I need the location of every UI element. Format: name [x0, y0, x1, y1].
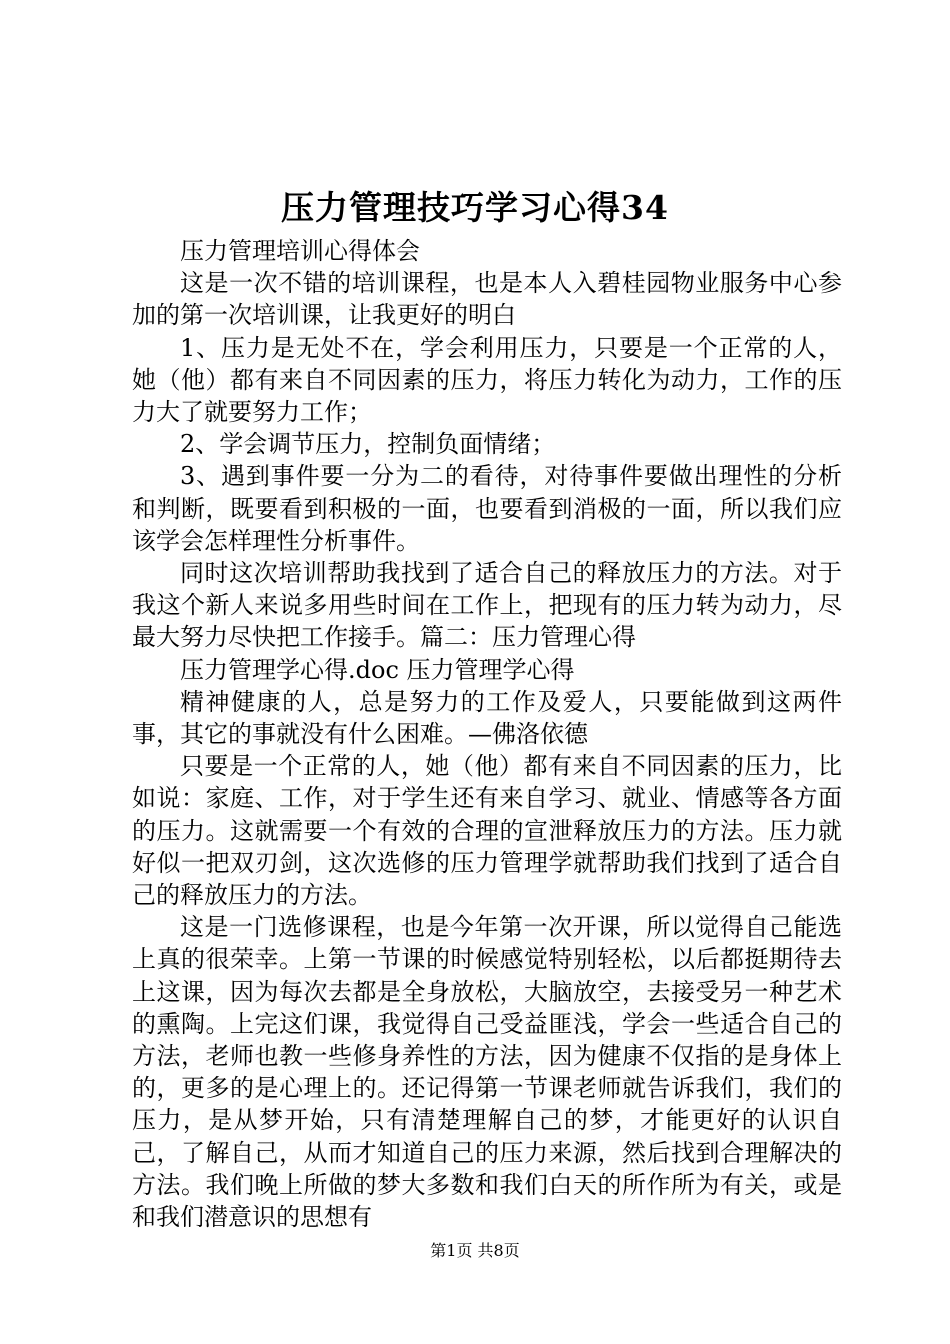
paragraph-10: 这是一门选修课程，也是今年第一次开课，所以觉得自己能选上真的很荣幸。上第一节课的时候感觉特别轻松，以后都挺期待去上这课，因为每次去都是全身放松，大脑放空，去接受另一种艺术的熏陶。上完这们课，我觉得自己受益匪浅，学会一些适合自己的方法，老师也教一些修身养性的方法，因为健康不仅指的是身体上的，更多的是心理上的。还记得第一节课老师就告诉我们，我们的压力，是从梦开始，只有清楚理解自己的梦，才能更好的认识自己，了解自己，从而才知道自己的压力来源，然后找到合理解决的方法。我们晚上所做的梦大多数和我们白天的所作所为有关，或是和我们潜意识的思想有	[132, 913, 842, 1232]
paragraph-7: 压力管理学心得.doc 压力管理学心得	[180, 655, 575, 684]
paragraph-2: 这是一次不错的培训课程，也是本人入碧桂园物业服务中心参加的第一次培训课，让我更好的明白	[132, 269, 842, 330]
page-footer: 第1页 共8页	[430, 1241, 520, 1260]
paragraph-3: 1、压力是无处不在，学会利用压力，只要是一个正常的人，她（他）都有来自不同因素的压力，将压力转化为动力，工作的压力大了就要努力工作；	[132, 333, 842, 427]
paragraph-1: 压力管理培训心得体会	[180, 237, 420, 265]
paragraph-9: 只要是一个正常的人，她（他）都有来自不同因素的压力，比如说：家庭、工作，对于学生还有来自学习、就业、情感等各方面的压力。这就需要一个有效的合理的宣泄释放压力的方法。压力就好似一把双刃剑，这次选修的压力管理学就帮助我们找到了适合自己的释放压力的方法。	[132, 752, 842, 910]
paragraph-5: 3、遇到事件要一分为二的看待，对待事件要做出理性的分析和判断，既要看到积极的一面，也要看到消极的一面，所以我们应该学会怎样理性分析事件。	[132, 462, 842, 555]
document-title: 压力管理技巧学习心得34	[281, 188, 669, 227]
document-body	[132, 235, 842, 1233]
paragraph-4: 2、学会调节压力，控制负面情绪；	[180, 430, 556, 459]
paragraph-6: 同时这次培训帮助我找到了适合自己的释放压力的方法。对于我这个新人来说多用些时间在工作上，把现有的压力转为动力，尽最大努力尽快把工作接手。篇二：压力管理心得	[132, 559, 842, 652]
paragraph-8: 精神健康的人，总是努力的工作及爱人，只要能做到这两件事，其它的事就没有什么困难。—佛洛依德	[132, 687, 842, 749]
